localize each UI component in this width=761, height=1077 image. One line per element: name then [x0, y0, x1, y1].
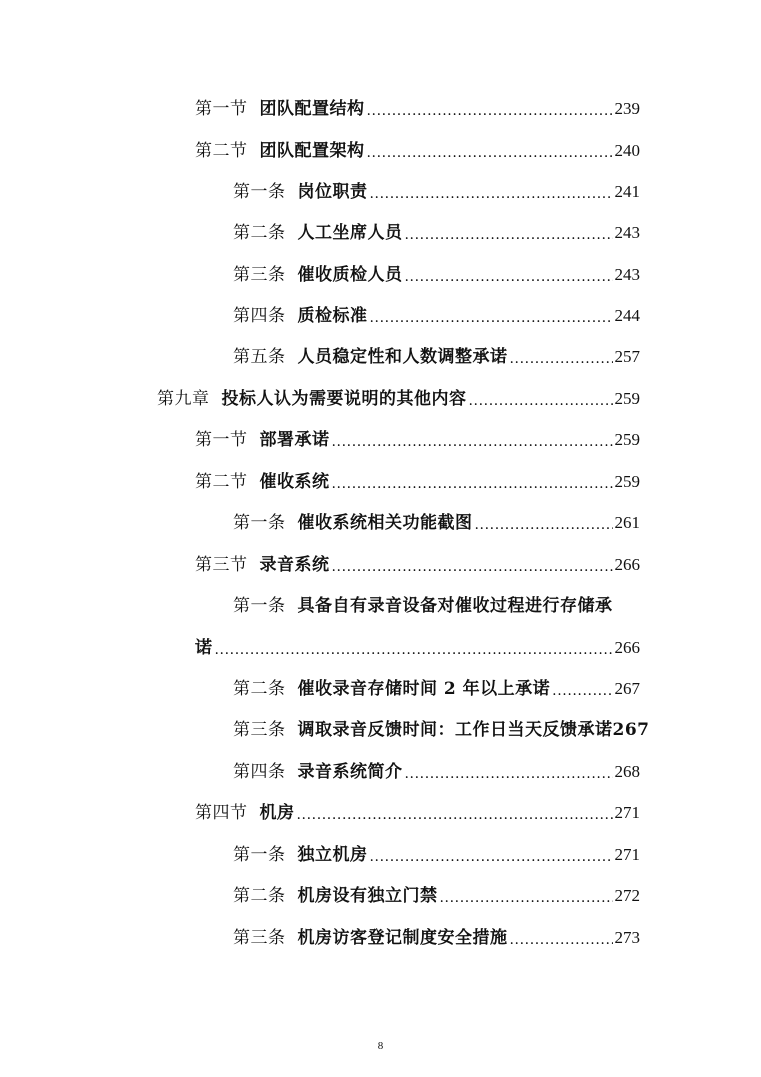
toc-page-number: 239 — [614, 99, 640, 118]
toc-page-number: 257 — [614, 347, 640, 366]
toc-page-number: 271 — [614, 803, 640, 822]
toc-label: 第二条 — [233, 886, 286, 906]
toc-leader-dots — [510, 345, 613, 369]
toc-leader-dots — [215, 636, 613, 660]
toc-leader-dots — [332, 553, 613, 577]
toc-page-number: 241 — [614, 182, 640, 201]
toc-entry — [233, 180, 640, 204]
toc-entry — [233, 677, 640, 701]
toc-page-number: 266 — [614, 638, 640, 657]
toc-title: 人工坐席人员 — [297, 223, 403, 243]
toc-leader-dots — [405, 760, 613, 784]
toc-entry — [233, 760, 640, 784]
toc-title: 独立机房 — [297, 845, 368, 865]
toc-entry — [195, 801, 640, 825]
toc-title: 机房 — [259, 803, 295, 823]
toc-page-number: 273 — [614, 928, 640, 947]
toc-page-number: 244 — [614, 306, 640, 325]
toc-leader-dots — [367, 97, 613, 121]
toc-title: 催收录音存储时间 2 年以上承诺 — [297, 679, 551, 699]
toc-entry — [195, 470, 640, 494]
toc-title: 调取录音反馈时间：工作日当天反馈承诺267 — [297, 720, 650, 740]
toc-entry — [233, 594, 661, 618]
toc-entry — [195, 139, 640, 163]
toc-page-number: 259 — [614, 472, 640, 491]
toc-title: 催收系统 — [259, 472, 330, 492]
toc-page-number: 267 — [614, 679, 640, 698]
toc-entry — [233, 221, 640, 245]
toc-page-number: 268 — [614, 762, 640, 781]
toc-leader-dots — [370, 304, 613, 328]
toc-title: 录音系统简介 — [297, 762, 403, 782]
toc-title: 部署承诺 — [259, 430, 330, 450]
toc-leader-dots — [552, 677, 612, 701]
toc-entry — [195, 553, 640, 577]
toc-label: 第二条 — [233, 223, 286, 243]
toc-entry — [233, 718, 661, 742]
toc-label: 第三条 — [233, 265, 286, 285]
toc-label: 第一条 — [233, 596, 286, 616]
toc-entry-continuation — [195, 636, 640, 660]
toc-page-number: 271 — [614, 845, 640, 864]
toc-title: 机房访客登记制度安全措施 — [297, 928, 508, 948]
toc-page-number: 259 — [614, 389, 640, 408]
toc-entry — [233, 884, 640, 908]
toc-label: 第一条 — [233, 845, 286, 865]
toc-entry — [233, 345, 640, 369]
toc-label: 第二节 — [195, 141, 248, 161]
toc-leader-dots — [332, 470, 613, 494]
toc-label: 第二节 — [195, 472, 248, 492]
toc-label: 第九章 — [157, 389, 210, 409]
toc-leader-dots — [367, 139, 613, 163]
toc-label: 第五条 — [233, 347, 286, 367]
toc-entry — [195, 428, 640, 452]
toc-title: 诺 — [195, 638, 213, 658]
toc-label: 第四条 — [233, 762, 286, 782]
toc-label: 第四条 — [233, 306, 286, 326]
toc-leader-dots — [510, 926, 613, 950]
toc-label: 第三条 — [233, 928, 286, 948]
toc-leader-dots — [440, 884, 613, 908]
toc-leader-dots — [370, 843, 613, 867]
toc-page-number: 243 — [614, 265, 640, 284]
toc-entry — [233, 926, 640, 950]
toc-label: 第一节 — [195, 430, 248, 450]
toc-label: 第三节 — [195, 555, 248, 575]
toc-title: 催收系统相关功能截图 — [297, 513, 473, 533]
toc-title: 投标人认为需要说明的其他内容 — [221, 389, 467, 409]
toc-page-number: 261 — [614, 513, 640, 532]
toc-leader-dots — [297, 801, 613, 825]
toc-title: 具备自有录音设备对催收过程进行存储承 — [297, 596, 613, 616]
toc-page-number: 259 — [614, 430, 640, 449]
toc-label: 第一节 — [195, 99, 248, 119]
toc-entry — [233, 304, 640, 328]
toc-title: 质检标准 — [297, 306, 368, 326]
toc-title: 团队配置结构 — [259, 99, 365, 119]
toc-leader-dots — [405, 221, 613, 245]
toc-label: 第一条 — [233, 182, 286, 202]
toc-entry — [233, 843, 640, 867]
toc-leader-dots — [370, 180, 613, 204]
toc-page-number: 272 — [614, 886, 640, 905]
toc-title: 岗位职责 — [297, 182, 368, 202]
toc-label: 第四节 — [195, 803, 248, 823]
toc-title: 团队配置架构 — [259, 141, 365, 161]
toc-label: 第一条 — [233, 513, 286, 533]
toc-page-number: 243 — [614, 223, 640, 242]
toc-page-number: 240 — [614, 141, 640, 160]
toc-entry — [157, 387, 640, 411]
toc-entry — [233, 263, 640, 287]
toc-title: 催收质检人员 — [297, 265, 403, 285]
toc-title: 人员稳定性和人数调整承诺 — [297, 347, 508, 367]
toc-leader-dots — [469, 387, 613, 411]
toc-label: 第三条 — [233, 720, 286, 740]
toc-leader-dots — [332, 428, 613, 452]
page-footer-number: 8 — [377, 1040, 384, 1052]
toc-leader-dots — [405, 263, 613, 287]
toc-page-number: 266 — [614, 555, 640, 574]
toc-title: 机房设有独立门禁 — [297, 886, 438, 906]
toc-leader-dots — [475, 511, 613, 535]
toc-title: 录音系统 — [259, 555, 330, 575]
toc-entry — [233, 511, 640, 535]
toc-entry — [195, 97, 640, 121]
toc-label: 第二条 — [233, 679, 286, 699]
